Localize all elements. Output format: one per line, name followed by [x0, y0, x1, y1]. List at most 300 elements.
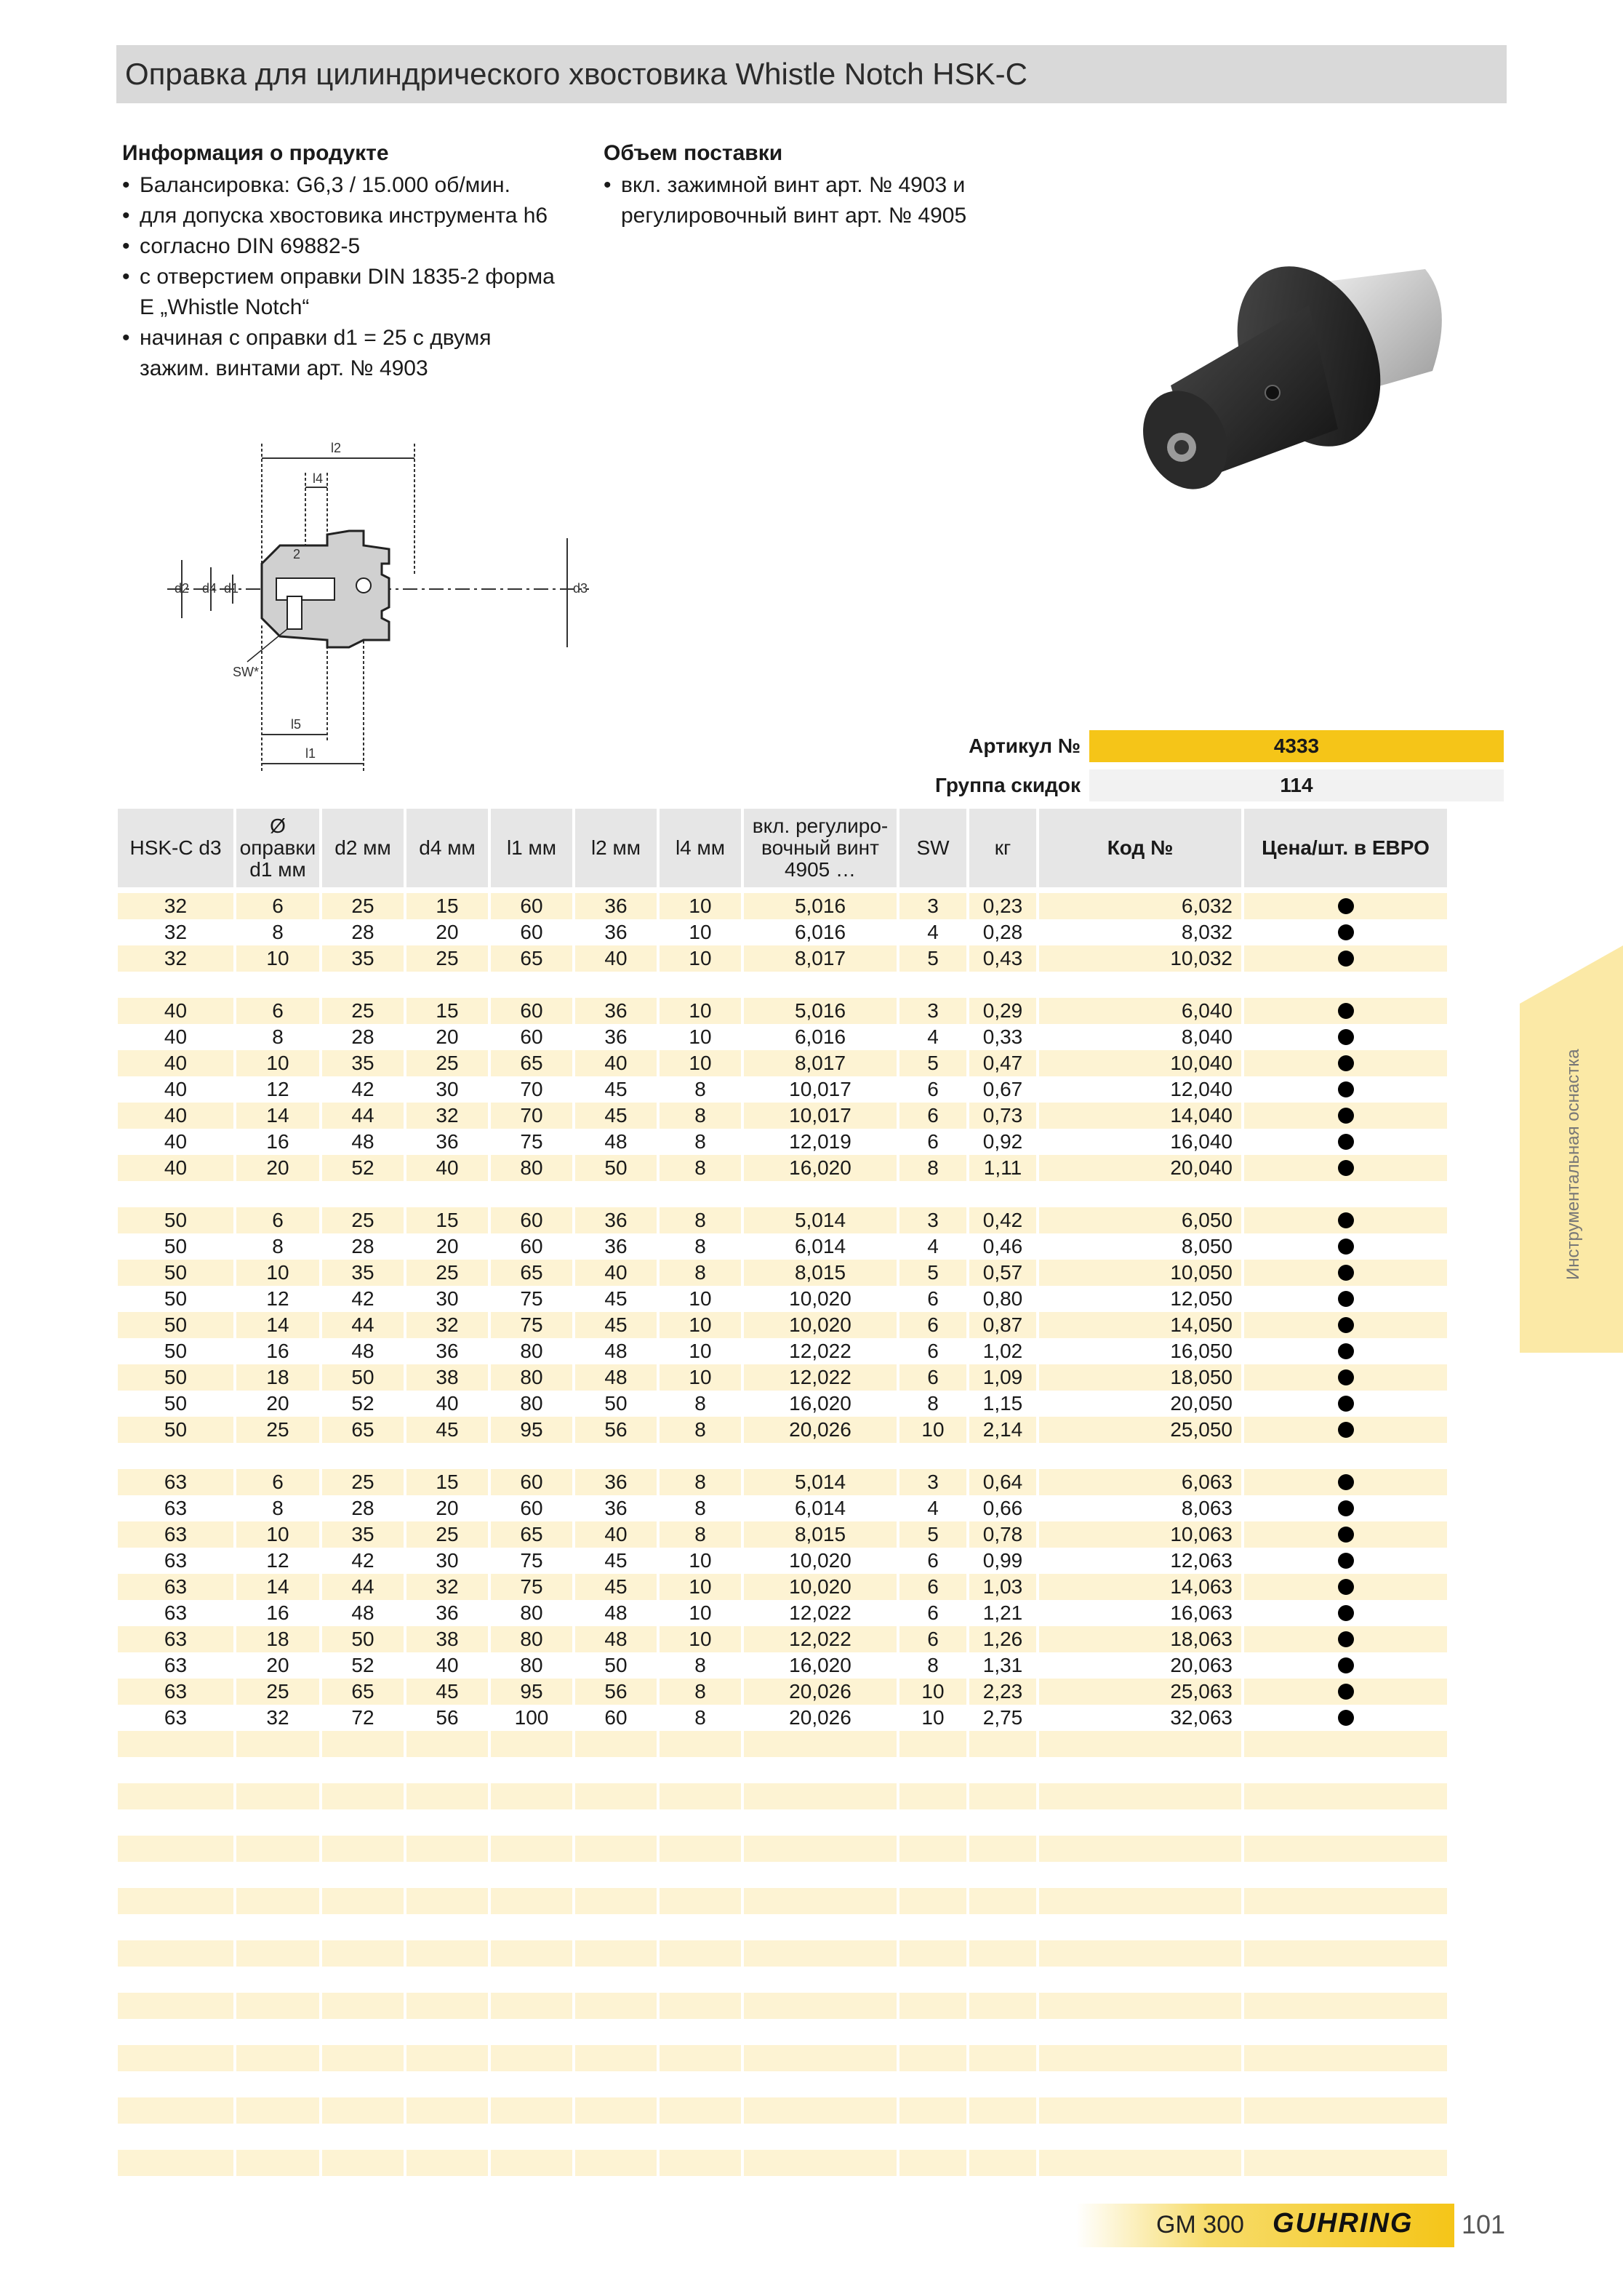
cell-d1: 14: [236, 1103, 319, 1129]
table-spacer-cell: [575, 1757, 657, 1783]
filled-circle-icon: [1338, 1500, 1354, 1516]
table-spacer-cell: [899, 2124, 966, 2150]
cell-d1: 12: [236, 1076, 319, 1103]
table-spacer-cell: [575, 1783, 657, 1809]
table-spacer-cell: [1244, 1783, 1447, 1809]
table-spacer-cell: [1244, 1862, 1447, 1888]
table-spacer-cell: [406, 1783, 488, 1809]
cell-availability: [1244, 1155, 1447, 1181]
table-spacer-cell: [744, 1443, 897, 1469]
table-spacer-cell: [969, 1993, 1036, 2019]
table-spacer-cell: [575, 1443, 657, 1469]
table-spacer-cell: [660, 2124, 741, 2150]
table-spacer-cell: [1244, 2071, 1447, 2097]
cell-l1: 60: [491, 919, 572, 945]
table-row: [118, 1312, 1504, 1338]
delivery-heading: Объем поставки: [604, 141, 783, 165]
table-spacer-cell: [744, 2019, 897, 2045]
product-info-heading: Информация о продукте: [122, 141, 389, 165]
cell-d1: 25: [236, 1679, 319, 1705]
cell-l4: 8: [660, 1129, 741, 1155]
cell-code: 25,063: [1039, 1679, 1241, 1705]
table-spacer-cell: [1039, 1809, 1241, 1836]
delivery-list: [604, 170, 1011, 231]
cell-availability: [1244, 1469, 1447, 1495]
cell-d1: 10: [236, 1050, 319, 1076]
label-l1: l1: [305, 746, 316, 761]
table-spacer-cell: [1244, 972, 1447, 998]
cell-d3: 50: [118, 1286, 233, 1312]
table-row: [118, 1207, 1504, 1233]
table-spacer-cell: [406, 1888, 488, 1914]
table-spacer-cell: [1244, 1993, 1447, 2019]
cell-code: 16,050: [1039, 1338, 1241, 1364]
table-spacer-cell: [575, 2150, 657, 2176]
table-spacer-cell: [491, 1757, 572, 1783]
cell-l2: 40: [575, 945, 657, 972]
table-spacer-cell: [236, 1731, 319, 1757]
cell-availability: [1244, 1076, 1447, 1103]
table-spacer-cell: [491, 1836, 572, 1862]
cell-l2: 36: [575, 1233, 657, 1260]
table-spacer-cell: [236, 1783, 319, 1809]
table-spacer-cell: [744, 1993, 897, 2019]
table-spacer-cell: [899, 2045, 966, 2071]
cell-availability: [1244, 1652, 1447, 1679]
table-spacer-cell: [118, 1783, 233, 1809]
table-spacer-cell: [1039, 2045, 1241, 2071]
table-spacer-cell: [575, 2019, 657, 2045]
cell-l1: 100: [491, 1705, 572, 1731]
table-spacer-cell: [118, 1181, 233, 1207]
cell-d2: 65: [322, 1679, 404, 1705]
table-spacer-cell: [899, 1783, 966, 1809]
article-value: 4333: [1089, 730, 1504, 762]
table-spacer-cell: [118, 2045, 233, 2071]
table-spacer-cell: [575, 972, 657, 998]
cell-d3: 40: [118, 1103, 233, 1129]
cell-d3: 63: [118, 1626, 233, 1652]
cell-sw: 6: [899, 1548, 966, 1574]
cell-d4: 25: [406, 1521, 488, 1548]
table-spacer-cell: [744, 1914, 897, 1940]
cell-d1: 20: [236, 1155, 319, 1181]
table-spacer-cell: [406, 972, 488, 998]
table-row: [118, 1705, 1504, 1731]
cell-l1: 65: [491, 945, 572, 972]
table-row: [118, 1286, 1504, 1312]
cell-screw: 8,015: [744, 1260, 897, 1286]
cell-d4: 38: [406, 1626, 488, 1652]
table-spacer-cell: [1039, 1940, 1241, 1967]
cell-d2: 28: [322, 1233, 404, 1260]
table-spacer-cell: [236, 1914, 319, 1940]
cell-l4: 10: [660, 1312, 741, 1338]
cell-l1: 75: [491, 1129, 572, 1155]
table-spacer-cell: [118, 1862, 233, 1888]
cell-d2: 44: [322, 1574, 404, 1600]
cell-d4: 25: [406, 1050, 488, 1076]
table-row: [118, 945, 1504, 972]
cell-d4: 40: [406, 1652, 488, 1679]
cell-code: 10,032: [1039, 945, 1241, 972]
list-item: • согласно DIN 69882-5: [122, 231, 558, 262]
cell-kg: 0,64: [969, 1469, 1036, 1495]
cell-kg: 1,21: [969, 1600, 1036, 1626]
cell-d4: 56: [406, 1705, 488, 1731]
table-spacer-cell: [969, 2124, 1036, 2150]
cell-availability: [1244, 1521, 1447, 1548]
cell-l4: 10: [660, 1338, 741, 1364]
table-row: [118, 1391, 1504, 1417]
cell-l1: 80: [491, 1391, 572, 1417]
table-spacer-cell: [899, 1993, 966, 2019]
table-spacer-cell: [491, 1993, 572, 2019]
table-spacer-cell: [118, 2124, 233, 2150]
header-d4: d4 мм: [406, 809, 488, 887]
table-row: [118, 1521, 1504, 1548]
cell-code: 12,063: [1039, 1548, 1241, 1574]
table-spacer-cell: [899, 2150, 966, 2176]
cell-availability: [1244, 1574, 1447, 1600]
table-spacer-cell: [236, 2150, 319, 2176]
table-spacer-cell: [1039, 2071, 1241, 2097]
cell-d1: 14: [236, 1312, 319, 1338]
cell-availability: [1244, 1129, 1447, 1155]
header-l1: l1 мм: [491, 809, 572, 887]
cell-d3: 50: [118, 1391, 233, 1417]
filled-circle-icon: [1338, 1003, 1354, 1019]
cell-d3: 50: [118, 1260, 233, 1286]
table-spacer-cell: [1039, 1993, 1241, 2019]
cell-d1: 6: [236, 998, 319, 1024]
table-spacer-cell: [899, 1967, 966, 1993]
table-row: [118, 1548, 1504, 1574]
label-l5: l5: [291, 717, 302, 732]
cell-availability: [1244, 1495, 1447, 1521]
table-spacer-cell: [660, 972, 741, 998]
table-spacer-cell: [236, 1993, 319, 2019]
table-spacer-cell: [491, 2150, 572, 2176]
cell-d4: 32: [406, 1312, 488, 1338]
cell-d4: 32: [406, 1103, 488, 1129]
table-spacer-cell: [322, 972, 404, 998]
cell-d3: 63: [118, 1521, 233, 1548]
cell-kg: 1,31: [969, 1652, 1036, 1679]
cell-sw: 6: [899, 1600, 966, 1626]
cell-l1: 70: [491, 1103, 572, 1129]
side-tab-label: Инструментальная оснастка: [1563, 1049, 1583, 1280]
cell-l1: 75: [491, 1312, 572, 1338]
cell-l2: 48: [575, 1626, 657, 1652]
table-spacer-cell: [575, 1914, 657, 1940]
filled-circle-icon: [1338, 1212, 1354, 1228]
cell-d3: 40: [118, 1076, 233, 1103]
filled-circle-icon: [1338, 1134, 1354, 1150]
table-spacer-row: [118, 1783, 1504, 1809]
cell-l4: 10: [660, 945, 741, 972]
table-spacer-cell: [236, 1967, 319, 1993]
cell-d4: 30: [406, 1076, 488, 1103]
table-spacer-row: [118, 1993, 1504, 2019]
cell-kg: 0,33: [969, 1024, 1036, 1050]
cell-l4: 10: [660, 1364, 741, 1391]
cell-l2: 50: [575, 1652, 657, 1679]
table-spacer-cell: [744, 1731, 897, 1757]
cell-d3: 50: [118, 1417, 233, 1443]
cell-l2: 45: [575, 1548, 657, 1574]
cell-d2: 28: [322, 1024, 404, 1050]
table-spacer-cell: [744, 2097, 897, 2124]
cell-code: 10,050: [1039, 1260, 1241, 1286]
cell-d3: 40: [118, 998, 233, 1024]
table-spacer-cell: [575, 1836, 657, 1862]
cell-l2: 36: [575, 1469, 657, 1495]
table-row: [118, 1024, 1504, 1050]
cell-sw: 5: [899, 1521, 966, 1548]
cell-screw: 10,020: [744, 1286, 897, 1312]
table-spacer-cell: [660, 2097, 741, 2124]
table-spacer-cell: [660, 1443, 741, 1469]
cell-l1: 95: [491, 1679, 572, 1705]
cell-d2: 48: [322, 1129, 404, 1155]
header-l4: l4 мм: [660, 809, 741, 887]
cell-d1: 8: [236, 1233, 319, 1260]
cell-l4: 10: [660, 1574, 741, 1600]
table-spacer-cell: [969, 1967, 1036, 1993]
table-spacer-cell: [1039, 1888, 1241, 1914]
table-spacer-cell: [322, 2097, 404, 2124]
cell-l1: 80: [491, 1155, 572, 1181]
cell-d3: 40: [118, 1129, 233, 1155]
table-spacer-cell: [575, 1940, 657, 1967]
table-spacer-row: [118, 1862, 1504, 1888]
table-spacer-cell: [1039, 1757, 1241, 1783]
table-spacer-cell: [1244, 1731, 1447, 1757]
cell-l2: 45: [575, 1286, 657, 1312]
list-item: • начиная с оправки d1 = 25 с двумя зажим. винтами арт. № 4903: [122, 323, 558, 384]
product-table: [118, 809, 1504, 2176]
cell-code: 18,063: [1039, 1626, 1241, 1652]
cell-l4: 10: [660, 893, 741, 919]
table-spacer-cell: [660, 2150, 741, 2176]
cell-d1: 16: [236, 1338, 319, 1364]
cell-kg: 0,66: [969, 1495, 1036, 1521]
cell-l1: 60: [491, 998, 572, 1024]
cell-kg: 0,42: [969, 1207, 1036, 1233]
filled-circle-icon: [1338, 1553, 1354, 1569]
cell-l2: 40: [575, 1050, 657, 1076]
table-spacer-cell: [491, 1862, 572, 1888]
cell-l4: 8: [660, 1495, 741, 1521]
cell-d3: 40: [118, 1050, 233, 1076]
table-spacer-cell: [744, 1181, 897, 1207]
table-spacer-cell: [118, 1757, 233, 1783]
table-row: [118, 1364, 1504, 1391]
discount-group-row: [0, 769, 1623, 801]
cell-availability: [1244, 1391, 1447, 1417]
cell-availability: [1244, 1024, 1447, 1050]
cell-availability: [1244, 893, 1447, 919]
article-row: [0, 730, 1623, 762]
filled-circle-icon: [1338, 1579, 1354, 1595]
table-spacer-cell: [660, 2019, 741, 2045]
table-spacer-row: [118, 1181, 1504, 1207]
cell-l4: 8: [660, 1233, 741, 1260]
table-spacer-cell: [1244, 2097, 1447, 2124]
cell-d3: 50: [118, 1207, 233, 1233]
table-spacer-cell: [406, 2045, 488, 2071]
cell-l2: 36: [575, 893, 657, 919]
table-spacer-cell: [322, 2150, 404, 2176]
article-label: Артикул №: [969, 735, 1081, 757]
table-spacer-cell: [322, 1181, 404, 1207]
cell-d4: 40: [406, 1155, 488, 1181]
filled-circle-icon: [1338, 1369, 1354, 1385]
cell-screw: 6,016: [744, 1024, 897, 1050]
table-spacer-cell: [744, 2045, 897, 2071]
table-spacer-cell: [491, 1888, 572, 1914]
cell-l2: 50: [575, 1155, 657, 1181]
table-spacer-cell: [406, 1914, 488, 1940]
cell-sw: 4: [899, 1233, 966, 1260]
header-kg: кг: [969, 809, 1036, 887]
table-spacer-cell: [491, 1731, 572, 1757]
table-spacer-cell: [491, 2124, 572, 2150]
table-spacer-cell: [899, 2071, 966, 2097]
table-spacer-cell: [744, 1757, 897, 1783]
table-spacer-cell: [575, 1862, 657, 1888]
filled-circle-icon: [1338, 1239, 1354, 1255]
cell-kg: 1,09: [969, 1364, 1036, 1391]
table-spacer-cell: [899, 1888, 966, 1914]
cell-screw: 12,022: [744, 1600, 897, 1626]
table-spacer-cell: [969, 1914, 1036, 1940]
filled-circle-icon: [1338, 924, 1354, 940]
cell-kg: 2,75: [969, 1705, 1036, 1731]
table-spacer-cell: [236, 972, 319, 998]
table-spacer-cell: [1244, 2124, 1447, 2150]
cell-l4: 10: [660, 1600, 741, 1626]
cell-l2: 56: [575, 1679, 657, 1705]
table-spacer-cell: [744, 1809, 897, 1836]
table-spacer-cell: [1039, 1836, 1241, 1862]
table-spacer-cell: [744, 1888, 897, 1914]
table-spacer-cell: [491, 2019, 572, 2045]
table-row: [118, 1338, 1504, 1364]
cell-code: 20,050: [1039, 1391, 1241, 1417]
cell-screw: 20,026: [744, 1417, 897, 1443]
cell-sw: 6: [899, 1076, 966, 1103]
table-spacer-cell: [575, 1888, 657, 1914]
table-spacer-cell: [406, 1731, 488, 1757]
cell-screw: 5,016: [744, 893, 897, 919]
cell-l2: 48: [575, 1338, 657, 1364]
table-spacer-cell: [969, 1888, 1036, 1914]
cell-d1: 14: [236, 1574, 319, 1600]
cell-d4: 45: [406, 1679, 488, 1705]
cell-code: 20,063: [1039, 1652, 1241, 1679]
table-spacer-cell: [744, 1940, 897, 1967]
cell-code: 14,063: [1039, 1574, 1241, 1600]
filled-circle-icon: [1338, 1422, 1354, 1438]
cell-d3: 63: [118, 1600, 233, 1626]
cell-d1: 20: [236, 1391, 319, 1417]
table-spacer-cell: [969, 2045, 1036, 2071]
cell-d3: 32: [118, 945, 233, 972]
cell-code: 12,040: [1039, 1076, 1241, 1103]
table-spacer-cell: [744, 2150, 897, 2176]
cell-sw: 5: [899, 945, 966, 972]
brand-logo: GUHRING: [1273, 2208, 1414, 2239]
cell-l1: 80: [491, 1652, 572, 1679]
discount-group-value: 114: [1089, 769, 1504, 801]
filled-circle-icon: [1338, 1396, 1354, 1412]
table-row: [118, 1260, 1504, 1286]
cell-l4: 8: [660, 1469, 741, 1495]
table-spacer-cell: [236, 2019, 319, 2045]
cell-d4: 36: [406, 1129, 488, 1155]
table-spacer-cell: [1039, 2124, 1241, 2150]
table-row: [118, 919, 1504, 945]
filled-circle-icon: [1338, 1081, 1354, 1097]
cell-screw: 5,014: [744, 1469, 897, 1495]
filled-circle-icon: [1338, 1291, 1354, 1307]
table-spacer-cell: [1039, 2150, 1241, 2176]
cell-d1: 20: [236, 1652, 319, 1679]
cell-l2: 36: [575, 1207, 657, 1233]
cell-screw: 10,017: [744, 1103, 897, 1129]
cell-d4: 40: [406, 1391, 488, 1417]
cell-d1: 18: [236, 1626, 319, 1652]
table-spacer-cell: [660, 1757, 741, 1783]
table-spacer-cell: [1039, 1181, 1241, 1207]
cell-l4: 8: [660, 1207, 741, 1233]
cell-sw: 6: [899, 1312, 966, 1338]
cell-d2: 35: [322, 1521, 404, 1548]
cell-l4: 10: [660, 919, 741, 945]
table-row: [118, 1233, 1504, 1260]
table-spacer-row: [118, 1443, 1504, 1469]
cell-screw: 5,016: [744, 998, 897, 1024]
table-spacer-row: [118, 972, 1504, 998]
cell-l2: 40: [575, 1260, 657, 1286]
footer-catalog: GM 300: [1156, 2211, 1244, 2239]
table-spacer-cell: [118, 1731, 233, 1757]
filled-circle-icon: [1338, 1605, 1354, 1621]
cell-d3: 63: [118, 1548, 233, 1574]
table-spacer-cell: [744, 1862, 897, 1888]
cell-d3: 63: [118, 1574, 233, 1600]
table-spacer-cell: [118, 1836, 233, 1862]
table-spacer-cell: [118, 2150, 233, 2176]
cell-d4: 30: [406, 1548, 488, 1574]
table-spacer-cell: [1244, 1914, 1447, 1940]
cell-screw: 8,015: [744, 1521, 897, 1548]
cell-kg: 0,29: [969, 998, 1036, 1024]
cell-d2: 25: [322, 1469, 404, 1495]
cell-l4: 8: [660, 1521, 741, 1548]
table-spacer-cell: [575, 2097, 657, 2124]
filled-circle-icon: [1338, 1631, 1354, 1647]
table-spacer-cell: [236, 2097, 319, 2124]
cell-screw: 5,014: [744, 1207, 897, 1233]
filled-circle-icon: [1338, 951, 1354, 967]
table-spacer-cell: [236, 1836, 319, 1862]
table-spacer-cell: [1244, 2150, 1447, 2176]
filled-circle-icon: [1338, 1055, 1354, 1071]
cell-availability: [1244, 919, 1447, 945]
